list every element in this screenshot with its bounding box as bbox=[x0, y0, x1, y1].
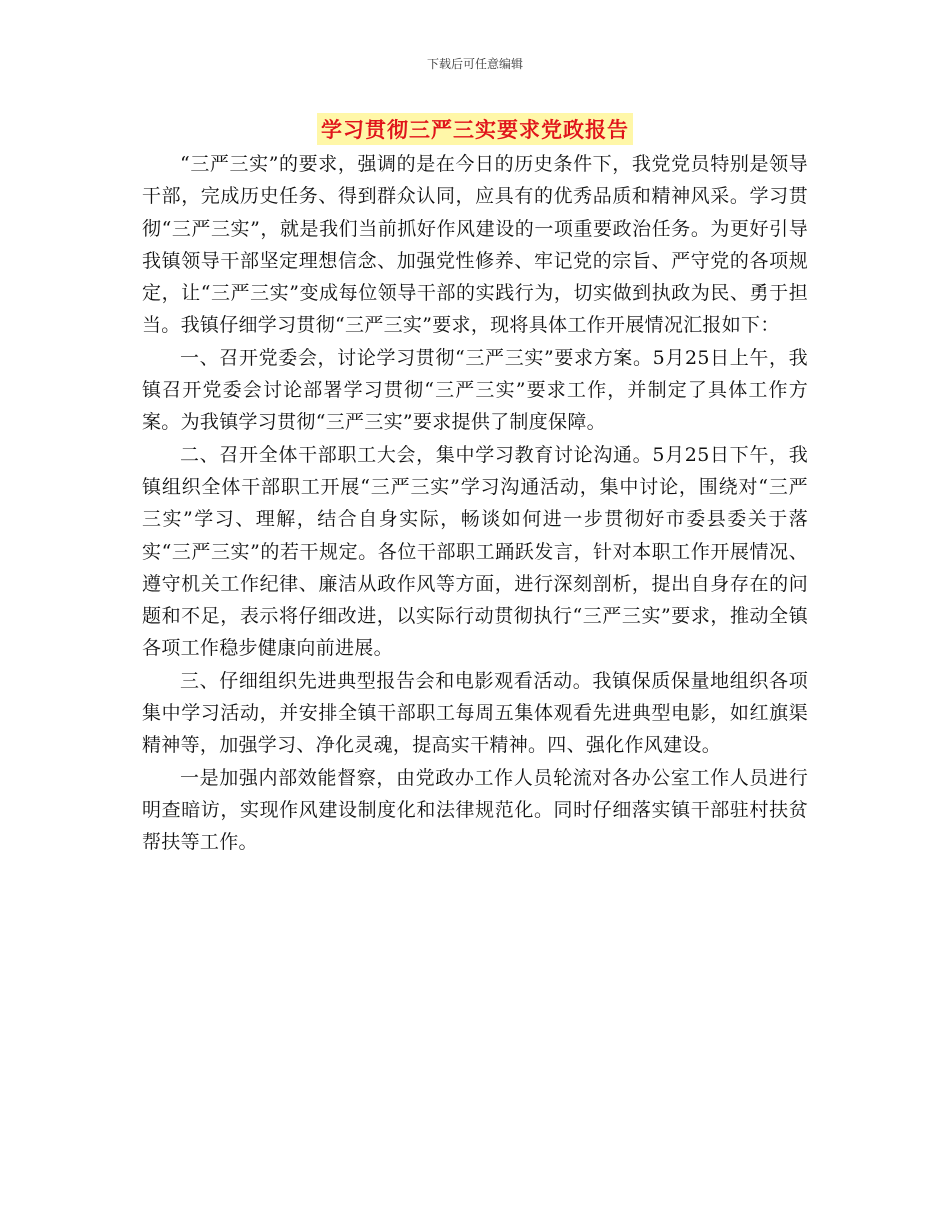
header-note: 下载后可任意编辑 bbox=[426, 57, 523, 71]
paragraph-section-3: 三、仔细组织先进典型报告会和电影观看活动。我镇保质保量地组织各项集中学习活动，并安排全镇干部职工每周五集体观看先进典型电影，如红旗渠精神等，加强学习、净化灵魂，提高实干精神。四、强化作风建设。 bbox=[142, 669, 808, 757]
paragraph-section-1: 一、召开党委会，讨论学习贯彻“三严三实”要求方案。5月25日上午，我镇召开党委会讨论部署学习贯彻“三严三实”要求工作，并制定了具体工作方案。为我镇学习贯彻“三严三实”要求提供了制度保障。 bbox=[142, 346, 808, 434]
document-title: 学习贯彻三严三实要求党政报告 bbox=[317, 113, 633, 145]
paragraph-section-2: 二、召开全体干部职工大会，集中学习教育讨论沟通。5月25日下午，我镇组织全体干部职工开展“三严三实”学习沟通活动，集中讨论，围绕对“三严三实”学习、理解，结合自身实际，畅谈如何进一步贯彻好市委县委关于落实“三严三实”的若干规定。各位干部职工踊跃发言，针对本职工作开展情况、遵守机关工作纪律、廉洁从政作风等方面，进行深刻剖析，提出自身存在的问题和不足，表示将仔细改进，以实际行动贯彻执行“三严三实”要求，推动全镇各项工作稳步健康向前进展。 bbox=[142, 443, 808, 660]
title-wrap bbox=[0, 113, 950, 145]
document-body bbox=[142, 148, 808, 859]
paragraph-item-1: 一是加强内部效能督察，由党政办工作人员轮流对各办公室工作人员进行明查暗访，实现作风建设制度化和法律规范化。同时仔细落实镇干部驻村扶贫帮扶等工作。 bbox=[142, 766, 808, 854]
paragraph-intro: “三严三实”的要求，强调的是在今日的历史条件下，我党党员特别是领导干部，完成历史任务、得到群众认同，应具有的优秀品质和精神风采。学习贯彻“三严三实”，就是我们当前抓好作风建设的一项重要政治任务。为更好引导我镇领导干部坚定理想信念、加强党性修养、牢记党的宗旨、严守党的各项规定，让“三严三实”变成每位领导干部的实践行为，切实做到执政为民、勇于担当。我镇仔细学习贯彻“三严三实”要求，现将具体工作开展情况汇报如下： bbox=[142, 153, 808, 337]
